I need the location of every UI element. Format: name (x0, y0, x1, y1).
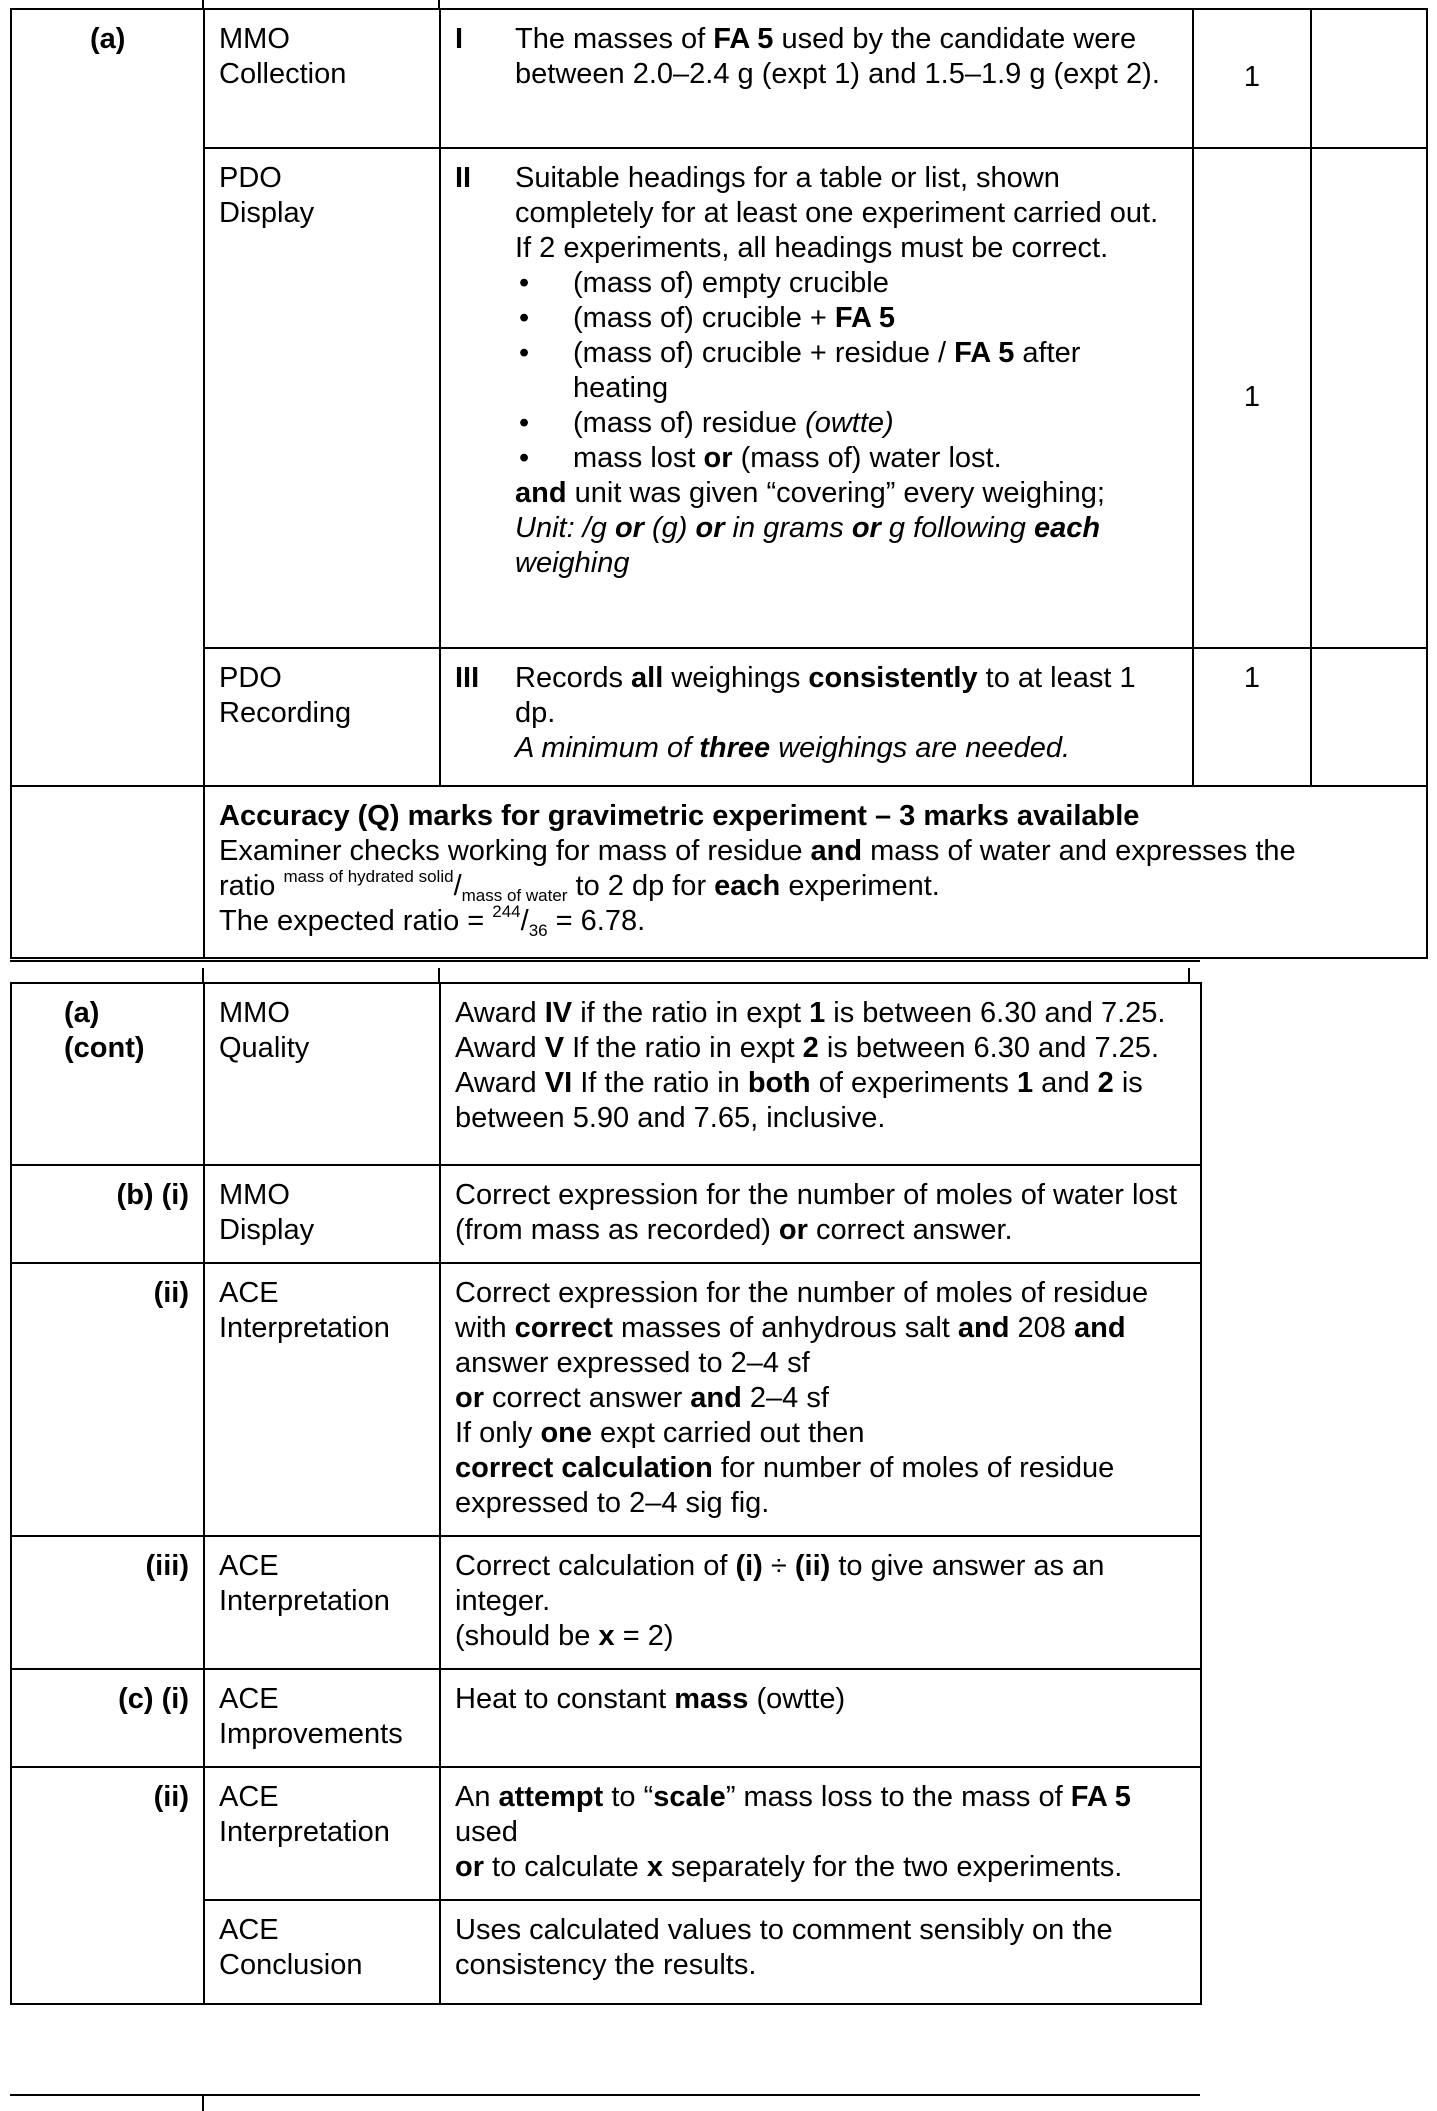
text-run: one (540, 1417, 592, 1449)
text-run: after heating (573, 337, 1081, 404)
criterion-line (455, 1416, 1186, 1451)
text-run: mass lost (573, 442, 704, 474)
text-run: each (1033, 512, 1101, 544)
text-run: 2–4 sf (741, 1382, 829, 1414)
table-row (11, 1669, 1201, 1767)
text-run: FA 5 (834, 302, 896, 334)
text-run: (mass of) empty crucible (573, 267, 889, 299)
text-run: (owtte) (805, 407, 894, 439)
skill-category (204, 1669, 440, 1767)
skill-category: PDO Recording (204, 648, 440, 786)
text-run: three (699, 732, 771, 764)
text-run: for number of moles of residue expressed to 2–4 sig fig. (455, 1452, 1115, 1519)
text-run: weighings are needed. (770, 732, 1071, 764)
text-run: (should be (455, 1620, 599, 1652)
text-run: and (810, 835, 863, 867)
text-run: = 2) (614, 1620, 674, 1652)
text-run: VI (544, 1067, 573, 1099)
text-run: FA 5 (1070, 1781, 1131, 1813)
text-run: (ii) (794, 1550, 831, 1582)
text-run: both (747, 1067, 811, 1099)
part-text: (c) (i) (118, 1683, 189, 1715)
category-text: ACE (219, 1683, 279, 1715)
criterion-line (455, 1276, 1186, 1381)
text-run: all (631, 662, 664, 694)
marks-blank (1311, 648, 1427, 786)
text-run: correct calculation (455, 1452, 713, 1484)
text-run: Award (455, 1032, 545, 1064)
text-run: consistently (808, 662, 978, 694)
skill-category (204, 1536, 440, 1669)
part-text: (iii) (145, 1550, 189, 1582)
text-run: to “ (603, 1781, 654, 1813)
text-run: 2 (802, 1032, 819, 1064)
criterion-line (455, 1549, 1186, 1619)
mark-table-a-cont (10, 982, 1202, 2005)
category-text: Conclusion (219, 1949, 363, 1981)
list-item (573, 441, 1170, 476)
text-run: of experiments (810, 1067, 1017, 1099)
marks-value: 1 (1193, 148, 1311, 648)
part-label: (a) (11, 9, 204, 786)
criterion-line (455, 1682, 1186, 1717)
table-row (11, 9, 1427, 148)
text-run: or (695, 512, 725, 544)
part-text: (ii) (153, 1277, 189, 1309)
text-run: in grams (724, 512, 852, 544)
text-run: correct (514, 1312, 613, 1344)
mark-criterion: III Records all weighings consistently to at least 1 dp. A minimum of three weighings are needed. (440, 648, 1193, 786)
text-run: ÷ (762, 1550, 795, 1582)
text-run: correct answer. (807, 1214, 1013, 1246)
criterion-line (455, 1913, 1186, 1983)
text-run: 1 (1016, 1067, 1034, 1099)
ratio-line: ratio $^{mass of hydrated solid}/_{mass of water}$ to 2 dp for each experiment. (219, 867, 940, 905)
part-label (11, 983, 204, 1165)
text-run: (mass of) crucible + residue / (573, 337, 955, 369)
criterion-line (455, 1451, 1186, 1521)
text-run: or (778, 1214, 808, 1246)
criterion-line (455, 996, 1186, 1031)
table-row (11, 1767, 1201, 1900)
category-text: MMO (219, 997, 290, 1029)
rich-text (515, 661, 1170, 731)
text-run: if the ratio in expt (572, 997, 810, 1029)
text-run: FA 5 (713, 23, 774, 55)
text-run: and (1033, 1067, 1098, 1099)
text-run: Award (455, 997, 545, 1029)
text-run: FA 5 (954, 337, 1015, 369)
rich-text (515, 511, 1170, 581)
part-label (11, 1669, 204, 1767)
text-run: mass of water and expresses the (862, 835, 1296, 867)
skill-category: PDO Display (204, 148, 440, 648)
text-run: (mass of) residue (573, 407, 806, 439)
text-run: Correct expression for the number of moles of residue with (455, 1277, 1149, 1344)
skill-category (204, 1900, 440, 2004)
text-run: weighing (515, 547, 630, 579)
text-run: If only (455, 1417, 541, 1449)
text-run: 208 (1009, 1312, 1074, 1344)
skill-category (204, 983, 440, 1165)
text-run: unit was given “covering” every weighing; (566, 477, 1105, 509)
criterion-line (455, 1850, 1186, 1885)
text-run: or (851, 512, 881, 544)
mark-table-a (10, 8, 1428, 959)
text-run: attempt (498, 1781, 604, 1813)
mark-criterion: II Suitable headings for a table or list, shown completely for at least one experiment carried out. If 2 experiments, all headings must be correct. • (mass of) empty crucible • (mass of) crucible + FA 5 • (mass of) crucible + residue / FA 5 after heating • (mass of) residue (owtte) • mass lost or (mass of) water lost. and unit was given “covering” every weighing; Unit: /g or (g) or in grams or g following each weighing (440, 148, 1193, 648)
table-row (11, 1536, 1201, 1669)
text-run: Unit: /g (515, 512, 615, 544)
list-item (573, 301, 1170, 336)
category-text: Interpretation (219, 1816, 390, 1848)
part-label (11, 1165, 204, 1263)
category-text: Improvements (219, 1718, 403, 1750)
text-run: x (646, 1851, 663, 1883)
criterion-line (455, 1178, 1186, 1248)
mark-criterion (440, 1900, 1201, 2004)
text-run: If the ratio in (572, 1067, 748, 1099)
table-row (11, 1263, 1201, 1536)
text-run: Uses calculated values to comment sensibly on the consistency the results. (455, 1914, 1113, 1981)
mark-criterion (440, 1767, 1201, 1900)
text-run: (mass of) crucible + (573, 302, 835, 334)
text-run: (g) (643, 512, 696, 544)
table-row (11, 648, 1427, 786)
accuracy-heading: Accuracy (Q) marks for gravimetric experiment – 3 marks available (219, 800, 1140, 832)
text-run: Correct expression for the number of moles of water lost (from mass as recorded) (455, 1179, 1178, 1246)
marks-value: 1 (1193, 648, 1311, 786)
text-run: correct answer (484, 1382, 691, 1414)
part-text: (b) (i) (116, 1179, 189, 1211)
text-run: and (1073, 1312, 1126, 1344)
criterion-line (455, 1780, 1186, 1850)
text-run: is between 6.30 and 7.25. (825, 997, 1166, 1029)
table-row (11, 983, 1201, 1165)
text-run: 2 (1097, 1067, 1114, 1099)
marks-value: 1 (1193, 9, 1311, 148)
text-run: (mass of) water lost. (732, 442, 1002, 474)
text-run: (owtte) (748, 1683, 846, 1715)
text-run: An (455, 1781, 499, 1813)
category-text: Interpretation (219, 1585, 390, 1617)
rich-text (515, 476, 1170, 511)
text-run: or (614, 512, 644, 544)
table-row (11, 1165, 1201, 1263)
part-label (11, 1767, 204, 2004)
text-run: or (455, 1851, 484, 1883)
marks-blank (1311, 148, 1427, 648)
text-run: ” mass loss to the mass of (725, 1781, 1071, 1813)
category-text: Display (219, 1214, 315, 1246)
text-run: used by the candidate were between 2.0–2.4 g (expt 1) and 1.5–1.9 g (expt 2). (515, 23, 1160, 90)
text-run: V (544, 1032, 565, 1064)
text-run: g following (880, 512, 1034, 544)
expected-ratio: The expected ratio = $^{244}/_{36} = 6.78$. (219, 902, 646, 940)
text-run: masses of anhydrous salt (612, 1312, 958, 1344)
mark-criterion (440, 1263, 1201, 1536)
skill-category (204, 1165, 440, 1263)
text-run: (i) (735, 1550, 763, 1582)
marks-blank (1311, 9, 1427, 148)
part-text: (cont) (64, 1032, 145, 1064)
text-run: If the ratio in expt (564, 1032, 803, 1064)
criterion-line (455, 1619, 1186, 1654)
part-label (11, 786, 204, 958)
category-text: ACE (219, 1781, 279, 1813)
list-item (573, 336, 1170, 406)
text-run: or (703, 442, 733, 474)
category-text: Interpretation (219, 1312, 390, 1344)
mark-criterion (440, 1669, 1201, 1767)
mark-criterion: I The masses of FA 5 used by the candidate were between 2.0–2.4 g (expt 1) and 1.5–1.9 g (expt 2). (440, 9, 1193, 148)
text-run: Correct calculation of (455, 1550, 736, 1582)
accuracy-note (204, 786, 1427, 958)
criterion-line (455, 1066, 1186, 1136)
text-run: Award (455, 1067, 545, 1099)
text-run: Records (515, 662, 632, 694)
text-run: is between 5.90 and 7.65, inclusive. (455, 1067, 1143, 1134)
text-run: Heat to constant (455, 1683, 675, 1715)
text-run: 1 (809, 997, 826, 1029)
text-run: is between 6.30 and 7.25. (818, 1032, 1159, 1064)
category-text: ACE (219, 1550, 279, 1582)
text-run: or (455, 1382, 484, 1414)
list-item (573, 266, 1170, 301)
part-text: (ii) (153, 1781, 189, 1813)
criterion-line (455, 1031, 1186, 1066)
text-run: weighings (663, 662, 809, 694)
text-run: The masses of (515, 23, 714, 55)
text-run: and (690, 1382, 742, 1414)
category-text: MMO (219, 1179, 290, 1211)
part-label (11, 1536, 204, 1669)
text-run: to give answer as an integer. (455, 1550, 1105, 1617)
text-run: Examiner checks working for mass of residue (219, 835, 811, 867)
text-run: scale (653, 1781, 726, 1813)
mark-criterion (440, 983, 1201, 1165)
category-text: ACE (219, 1914, 279, 1946)
rule-line (10, 960, 1200, 962)
text-run: to calculate (484, 1851, 647, 1883)
text-run: answer expressed to 2–4 sf (455, 1347, 810, 1379)
text-run: mass (674, 1683, 749, 1715)
text-run: to at least 1 dp. (515, 662, 1136, 729)
rich-text (515, 22, 1170, 92)
text-run: and (515, 477, 567, 509)
part-label (11, 1263, 204, 1536)
skill-category: MMO Collection (204, 9, 440, 148)
rule-line (10, 2094, 1200, 2096)
mark-criterion (440, 1536, 1201, 1669)
heading-list (515, 266, 1170, 476)
text-run: IV (544, 997, 573, 1029)
criterion-line (455, 1381, 1186, 1416)
skill-category (204, 1263, 440, 1536)
text-run: and (957, 1312, 1010, 1344)
text-run: x (598, 1620, 615, 1652)
table-row (11, 148, 1427, 648)
list-item (573, 406, 1170, 441)
text-run: A minimum of (515, 732, 700, 764)
category-text: ACE (219, 1277, 279, 1309)
category-text: Quality (219, 1032, 310, 1064)
rich-text (219, 834, 1412, 869)
text-run: used (455, 1816, 518, 1848)
table-row (11, 786, 1427, 958)
text-run: expt carried out then (592, 1417, 865, 1449)
mark-criterion (440, 1165, 1201, 1263)
column-tick (202, 2094, 204, 2111)
part-text: (a) (64, 997, 100, 1029)
text-run: separately for the two experiments. (662, 1851, 1123, 1883)
rich-text (515, 731, 1170, 766)
skill-category (204, 1767, 440, 1900)
